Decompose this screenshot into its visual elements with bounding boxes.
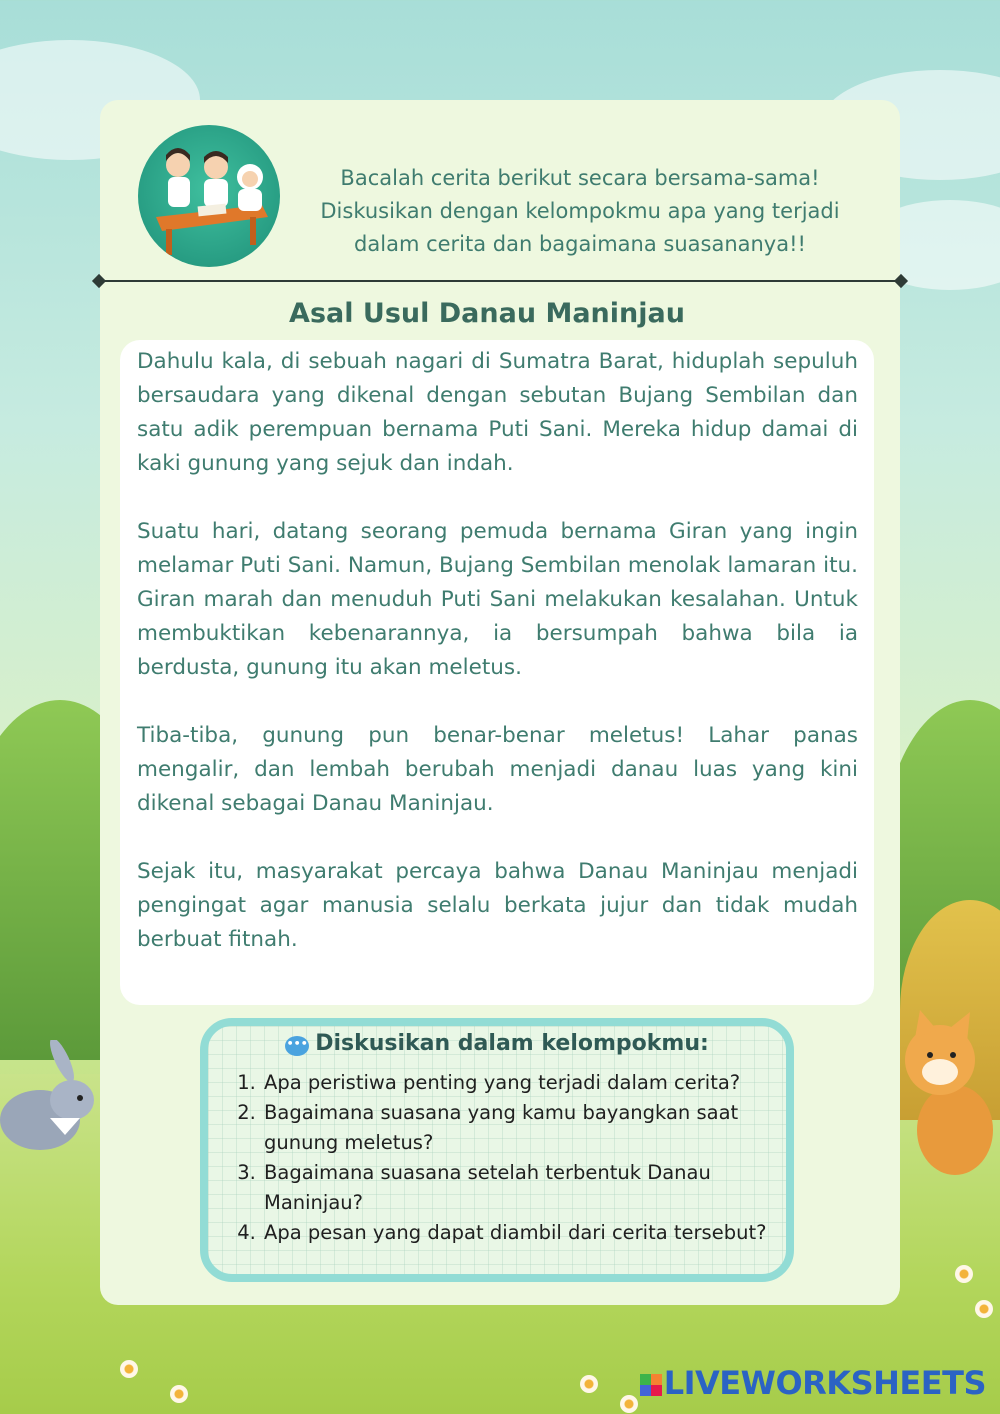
- flower-decoration: [580, 1375, 598, 1393]
- discussion-title: Diskusikan dalam kelompokmu:: [315, 1031, 709, 1056]
- discussion-heading: [208, 1031, 786, 1056]
- discussion-question: 4. Apa pesan yang dapat diambil dari cerita tersebut?: [262, 1218, 792, 1248]
- discussion-question: 2. Bagaimana suasana yang kamu bayangkan saat gunung meletus?: [262, 1098, 792, 1158]
- flower-decoration: [975, 1300, 993, 1318]
- flower-decoration: [955, 1265, 973, 1283]
- discussion-box: [200, 1018, 794, 1282]
- story-paragraph: Tiba-tiba, gunung pun benar-benar meletus! Lahar panas mengalir, dan lembah berubah menjadi danau luas yang kini dikenal sebagai Danau Maninjau.: [137, 723, 858, 816]
- students-reading-illustration: [138, 125, 280, 267]
- story-title: Asal Usul Danau Maninjau: [289, 298, 685, 329]
- instruction-text: [290, 162, 870, 261]
- discussion-question-list: [234, 1068, 792, 1248]
- brand-text: LIVEWORKSHEETS: [663, 1364, 986, 1402]
- cat-illustration: [895, 1010, 1000, 1180]
- instruction-line: Bacalah cerita berikut secara bersama-sama!: [340, 166, 820, 190]
- discussion-question: 3. Bagaimana suasana setelah terbentuk Danau Maninjau?: [262, 1158, 792, 1218]
- liveworksheets-logo-icon: [640, 1374, 662, 1396]
- flower-decoration: [170, 1385, 188, 1403]
- flower-decoration: [120, 1360, 138, 1378]
- worksheet-card: [100, 100, 900, 1305]
- instruction-line: dalam cerita dan bagaimana suasananya!!: [354, 232, 806, 256]
- story-paragraph: Suatu hari, datang seorang pemuda bernama Giran yang ingin melamar Puti Sani. Namun, Bujang Sembilan menolak lamaran itu. Giran marah dan menuduh Puti Sani melakukan kesalahan. Untuk membuktikan kebenarannya, ia bersumpah bahwa bila ia berdusta, gunung itu akan meletus.: [137, 519, 858, 680]
- instruction-line: Diskusikan dengan kelompokmu apa yang terjadi: [320, 199, 840, 223]
- rabbit-illustration: [0, 1040, 100, 1160]
- story-text-box: [120, 340, 874, 1005]
- story-paragraph: Dahulu kala, di sebuah nagari di Sumatra Barat, hiduplah sepuluh bersaudara yang dikenal dengan sebutan Bujang Sembilan dan satu adik perempuan bernama Puti Sani. Mereka hidup damai di kaki gunung yang sejuk dan indah.: [137, 349, 858, 476]
- chat-bubble-icon: •••: [285, 1036, 309, 1056]
- story-paragraph: Sejak itu, masyarakat percaya bahwa Danau Maninjau menjadi pengingat agar manusia selalu berkata jujur dan tidak mudah berbuat fitnah.: [137, 859, 858, 952]
- liveworksheets-logo[interactable]: [640, 1364, 986, 1402]
- section-divider: [96, 280, 904, 282]
- flower-decoration: [620, 1395, 638, 1413]
- discussion-question: 1. Apa peristiwa penting yang terjadi dalam cerita?: [262, 1068, 792, 1098]
